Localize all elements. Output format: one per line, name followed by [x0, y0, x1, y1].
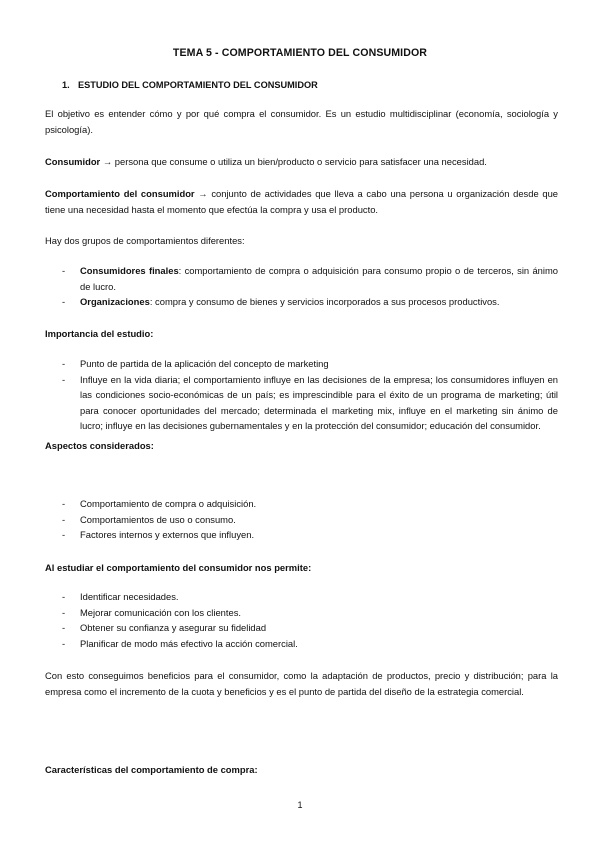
list-dash: -	[62, 498, 66, 509]
list-item	[62, 589, 558, 605]
list-item-text: Comportamientos de uso o consumo.	[80, 513, 236, 525]
importancia-list	[62, 356, 558, 434]
list-item-text: Influye en la vida diaria; el comportamiento influye en las decisiones de la empresa; los consumidores influyen en las condiciones socio-económicas de un país; es imprescindible para el éxito de un programa de marketing; útil para conocer oportunidades del mercado; determinada el marketing mix, influye en el marketing sin ánimo de lucro; influye en las decisiones gubernamentales y en la protección del consumidor; educación del consumidor.	[80, 373, 558, 432]
list-item	[62, 356, 558, 372]
list-item-text: Planificar de modo más efectivo la acción comercial.	[80, 637, 298, 649]
permite-list	[62, 589, 558, 651]
list-item-term: Consumidores finales	[80, 265, 179, 276]
list-item	[62, 636, 558, 652]
list-item-text: Obtener su confianza y asegurar su fidelidad	[80, 622, 267, 634]
list-item-text: Mejorar comunicación con los clientes.	[80, 606, 242, 618]
definition-term: Consumidor	[45, 156, 101, 167]
list-item-text: Factores internos y externos que influyen.	[80, 529, 255, 541]
list-dash: -	[62, 296, 66, 308]
importancia-heading: Importancia del estudio:	[45, 328, 154, 339]
caracteristicas-heading: Características del comportamiento de compra:	[45, 764, 258, 775]
list-dash: -	[62, 606, 66, 618]
aspectos-heading: Aspectos considerados:	[45, 440, 154, 451]
definition-consumidor	[45, 154, 558, 170]
list-item	[62, 527, 558, 543]
document-title: TEMA 5 - COMPORTAMIENTO DEL CONSUMIDOR	[172, 47, 428, 59]
list-item-text: Comportamiento de compra o adquisición.	[80, 498, 257, 509]
list-item	[62, 605, 558, 621]
list-dash: -	[62, 358, 66, 369]
permite-heading: Al estudiar el comportamiento del consumidor nos permite:	[45, 562, 312, 573]
list-item-term: Organizaciones	[80, 296, 150, 308]
section-heading	[62, 78, 318, 94]
grupos-list	[62, 263, 558, 310]
section-number: 1.	[62, 80, 70, 90]
list-item-text: : compra y consumo de bienes y servicios incorporados a sus procesos productivos.	[149, 296, 500, 308]
list-item	[62, 620, 558, 636]
definition-comportamiento	[45, 186, 558, 217]
section-title: ESTUDIO DEL COMPORTAMIENTO DEL CONSUMIDOR	[78, 80, 318, 90]
list-dash: -	[62, 622, 66, 634]
list-item	[62, 496, 558, 512]
page-number: 1	[297, 800, 303, 810]
list-item	[62, 294, 558, 310]
list-item	[62, 263, 558, 294]
definition-text: → persona que consume o utiliza un bien/producto o servicio para satisfacer una necesidad.	[100, 156, 487, 167]
list-item-text: Punto de partida de la aplicación del concepto de marketing	[80, 358, 329, 369]
list-dash: -	[62, 637, 66, 649]
list-dash: -	[62, 373, 66, 385]
aspectos-list	[62, 496, 558, 543]
list-item-text: : comportamiento de compra o adquisición para consumo propio o de terceros, sin ánimo de lucro.	[80, 265, 558, 292]
list-item	[62, 512, 558, 528]
list-dash: -	[62, 529, 66, 541]
list-item	[62, 372, 558, 434]
definition-term: Comportamiento del consumidor	[45, 188, 195, 199]
grupos-intro: Hay dos grupos de comportamientos diferentes:	[45, 235, 245, 246]
definition-text: → conjunto de actividades que lleva a cabo una persona u organización desde que tiene una necesidad hasta el momento que efectúa la compra y usa el producto.	[45, 188, 558, 215]
conclusion-paragraph: Con esto conseguimos beneficios para el consumidor, como la adaptación de productos, precio y distribución; para la empresa como el incremento de la cuota y beneficios y es el punto de partida del diseño de la estrategia comercial.	[45, 670, 558, 697]
intro-paragraph: El objetivo es entender cómo y por qué compra el consumidor. Es un estudio multidisciplinar (economía, sociología y psicología).	[45, 108, 558, 135]
list-item-text: Identificar necesidades.	[80, 591, 179, 602]
list-dash: -	[62, 591, 66, 602]
list-dash: -	[62, 513, 66, 525]
list-dash: -	[62, 265, 66, 276]
